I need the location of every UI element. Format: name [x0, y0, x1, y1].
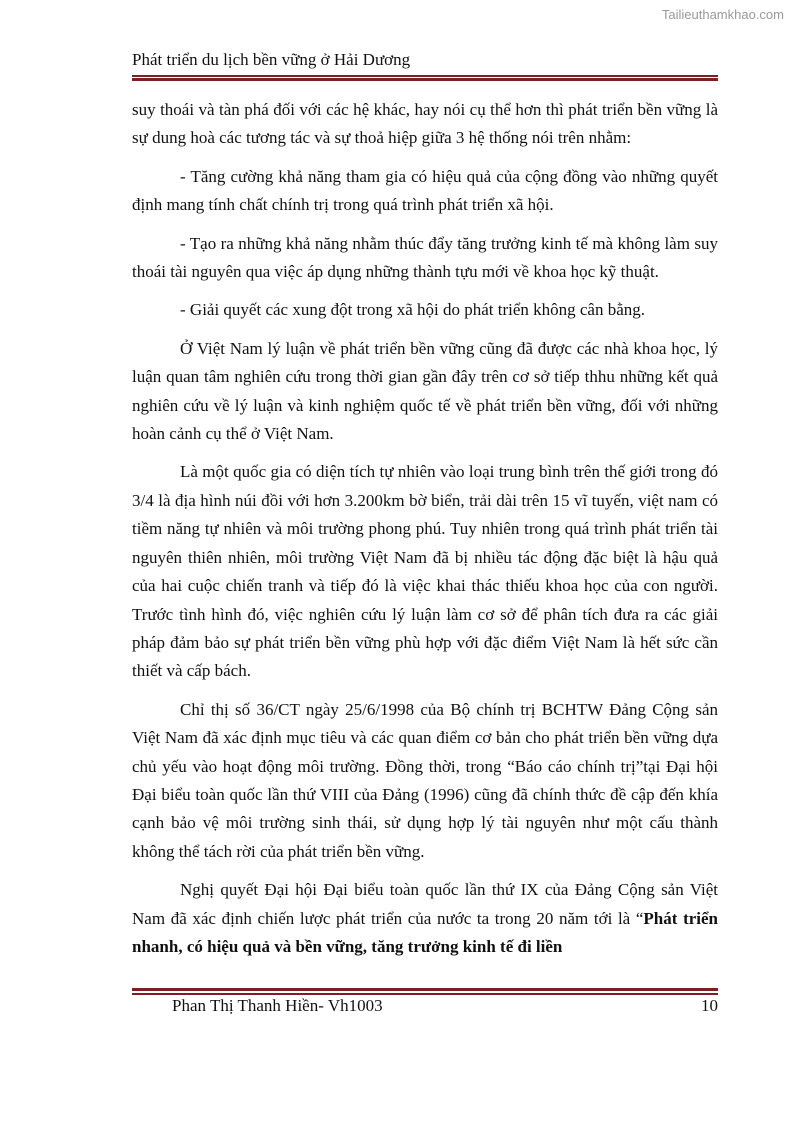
watermark-text: Tailieuthamkhao.com: [661, 7, 784, 22]
header-rule-thick: [132, 78, 718, 81]
body-text: [132, 96, 718, 971]
paragraph-2: - Tăng cường khả năng tham gia có hiệu quả của cộng đồng vào những quyết định mang tính chất chính trị trong quá trình phát triển xã hội.: [132, 166, 718, 215]
paragraph-4: - Giải quyết các xung đột trong xã hội do phát triển không cân bằng.: [180, 300, 646, 320]
paragraph-6: Là một quốc gia có diện tích tự nhiên vào loại trung bình trên thế giới trong đó 3/4 là địa hình núi đồi với hơn 3.200km bờ biển, trải dài trên 15 vĩ tuyến, việt nam có tiềm năng tự nhiên và môi trường phong phú. Tuy nhiên trong quá trình phát triển tài nguyên thiên nhiên, môi trường Việt Nam đã bị nhiều tác động đặc biệt là hậu quả của hai cuộc chiến tranh và tiếp đó là việc khai thác thiếu khoa học của con người. Trước tình hình đó, việc nghiên cứu lý luận làm cơ sở để phân tích đưa ra các giải pháp đảm bảo sự phát triển bền vững phù hợp với đặc điểm Việt Nam là hết sức cần thiết và cấp bách.: [132, 462, 718, 681]
header-rule-thin: [132, 75, 718, 77]
paragraph-1: suy thoái và tàn phá đối với các hệ khác, hay nói cụ thể hơn thì phát triển bền vững là sự dung hoà các tương tác và sự thoả hiệp giữa 3 hệ thống nói trên nhằm:: [132, 100, 718, 148]
running-header-title: Phát triển du lịch bền vững ở Hải Dương: [132, 50, 411, 69]
paragraph-5: Ở Việt Nam lý luận về phát triển bền vững cũng đã được các nhà khoa học, lý luận quan tâm nghiên cứu trong thời gian gần đây trên cơ sở tiếp thhu những kết quả nghiên cứu về lý luận và kinh nghiệm quốc tế về phát triển bền vững, đối với những hoàn cảnh cụ thể ở Việt Nam.: [132, 338, 718, 444]
paragraph-8-bold-text: Phát triển nhanh, có hiệu quả và bền vững, tăng trưởng kinh tế đi liền: [132, 908, 718, 956]
paragraph-7: Chỉ thị số 36/CT ngày 25/6/1998 của Bộ chính trị BCHTW Đảng Cộng sản Việt Nam đã xác định mục tiêu và các quan điểm cơ bản cho phát triển bền vững dựa chủ yếu vào hoạt động môi trường. Đồng thời, trong “Báo cáo chính trị”tại Đại hội Đại biểu toàn quốc lần thứ VIII của Đảng (1996) cũng đã chính thức đề cập đến khía cạnh bảo vệ môi trường sinh thái, sử dụng hợp lý tài nguyên như một cấu thành không thể tách rời của phát triển bền vững.: [132, 699, 718, 861]
page-number: 10: [701, 996, 718, 1015]
footer-rule-thin: [132, 993, 718, 995]
footer-author: Phan Thị Thanh Hiền- Vh1003: [172, 996, 383, 1015]
paragraph-8: [132, 876, 718, 961]
footer-rule-thick: [132, 988, 718, 991]
paragraph-8-text: Nghị quyết Đại hội Đại biểu toàn quốc lần thứ IX của Đảng Cộng sản Việt Nam đã xác định chiến lược phát triển của nước ta trong 20 năm tới là “: [132, 880, 718, 928]
paragraph-3: - Tạo ra những khả năng nhằm thúc đẩy tăng trưởng kinh tế mà không làm suy thoái tài nguyên qua việc áp dụng những thành tựu mới về khoa học kỹ thuật.: [132, 233, 718, 282]
